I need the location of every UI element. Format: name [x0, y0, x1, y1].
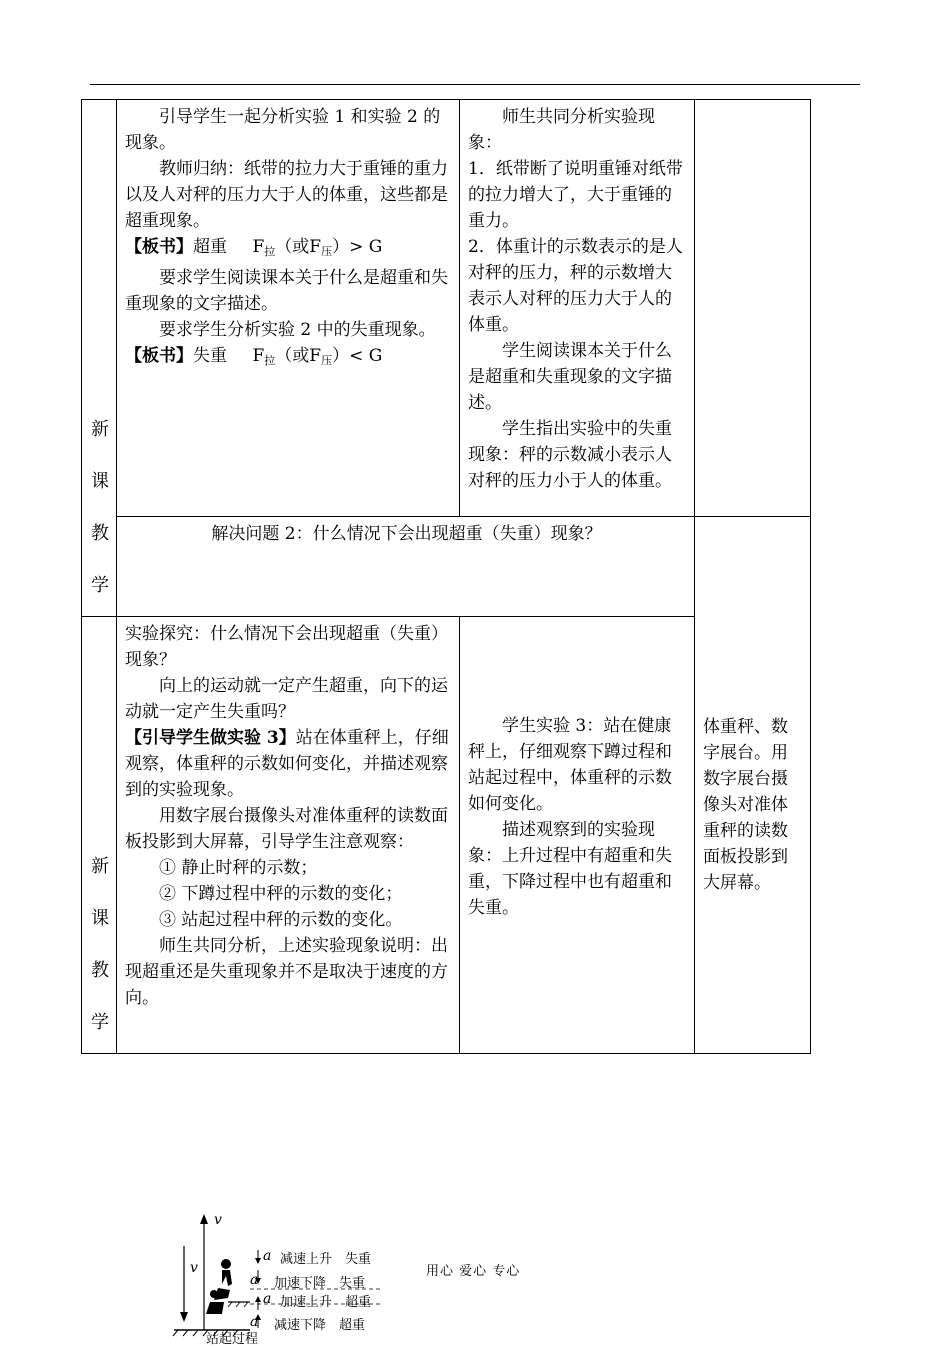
board-note-overweight: 【板书】超重 $F_拉$（或$F_压)> G$ — [125, 237, 383, 258]
section-label-cell — [82, 100, 117, 617]
teacher-activity-cell — [117, 100, 460, 517]
teacher-text: 【引导学生做实验 3】站在体重秤上，仔细观察，体重秤的示数如何变化，并描述观察到的实验现象。 — [125, 728, 449, 800]
board-note-weightless: 【板书】失重 $F_拉$（或$F_压)< G$ — [125, 346, 383, 367]
motion-case: 加速上升 超重 — [280, 1295, 372, 1310]
student-text: 学生阅读课本关于什么是超重和失重现象的文字描述。 — [468, 341, 672, 413]
teacher-activity-cell — [117, 617, 460, 1054]
student-text: 2．体重计的示数表示的是人对秤的压力，秤的示数增大表示人对秤的压力大于人的体重。 — [468, 237, 683, 335]
media-cell — [695, 517, 811, 1054]
section-label-char: 课 — [91, 908, 109, 929]
acceleration-label: a — [263, 1248, 272, 1264]
teacher-text: 向上的运动就一定产生超重，向下的运动就一定产生失重吗？ — [125, 676, 448, 722]
footer-motto: 用心 爱心 专心 — [426, 1264, 521, 1279]
teacher-text: 师生共同分析，上述实验现象说明：出现超重还是失重现象并不是取决于速度的方向。 — [125, 936, 448, 1008]
media-cell — [695, 100, 811, 517]
teacher-text: 引导学生一起分析实验 1 和实验 2 的现象。 — [125, 107, 441, 153]
student-activity-cell — [460, 100, 695, 517]
student-text: 1．纸带断了说明重锤对纸带的拉力增大了，大于重锤的重力。 — [468, 159, 683, 231]
student-activity-cell — [460, 617, 695, 1054]
teacher-text: 要求学生阅读课本关于什么是超重和失重现象的文字描述。 — [125, 268, 448, 314]
section-label-cell — [82, 617, 117, 1054]
squat-stand-figure — [170, 1210, 410, 1347]
teacher-text: 要求学生分析实验 2 中的失重现象。 — [159, 320, 436, 340]
velocity-label: v — [190, 1260, 198, 1276]
section-label-char: 教 — [91, 960, 109, 981]
student-text: 学生实验 3：站在健康秤上，仔细观察下蹲过程和站起过程中，体重秤的示数如何变化。 — [468, 716, 672, 814]
lesson-table — [81, 99, 811, 1054]
problem-heading: 解决问题 2：什么情况下会出现超重（失重）现象？ — [117, 517, 695, 617]
velocity-label: v — [214, 1212, 222, 1228]
observe-item: ③ 站起过程中秤的示数的变化。 — [159, 910, 403, 930]
teacher-text: 实验探究：什么情况下会出现超重（失重）现象？ — [125, 624, 448, 670]
table-row — [82, 517, 811, 617]
motion-case: 减速下降 超重 — [274, 1318, 366, 1333]
section-label-char: 学 — [91, 575, 109, 596]
header-rule — [90, 84, 860, 85]
section-label-char: 课 — [91, 471, 109, 492]
observe-item: ① 静止时秤的示数； — [159, 858, 318, 878]
table-row — [82, 100, 811, 517]
section-label-char: 新 — [91, 419, 109, 440]
teacher-text: 教师归纳：纸带的拉力大于重锤的重力以及人对秤的压力大于人的体重，这些都是超重现象。 — [125, 159, 448, 231]
section-label-char: 新 — [91, 856, 109, 877]
acceleration-label: a — [263, 1291, 272, 1307]
acceleration-label: a — [250, 1314, 259, 1330]
motion-case: 减速上升 失重 — [280, 1252, 372, 1267]
teacher-text: 用数字展台摄像头对准体重秤的读数面板投影到大屏幕，引导学生注意观察： — [125, 806, 448, 852]
media-text: 体重秤、数字展台。用数字展台摄像头对准体重秤的读数面板投影到大屏幕。 — [703, 717, 788, 893]
figure-caption: 站起过程 — [206, 1332, 259, 1347]
student-text: 描述观察到的实验现象：上升过程中有超重和失重，下降过程中也有超重和失重。 — [468, 820, 672, 918]
section-label-char: 教 — [91, 523, 109, 544]
student-text: 师生共同分析实验现象： — [468, 107, 655, 153]
observe-item: ② 下蹲过程中秤的示数的变化； — [159, 884, 403, 904]
acceleration-label: a — [250, 1272, 259, 1288]
student-text: 学生指出实验中的失重现象：秤的示数减小表示人对秤的压力小于人的体重。 — [468, 419, 672, 491]
section-label-char: 学 — [91, 1012, 109, 1033]
motion-case: 加速下降 失重 — [274, 1276, 366, 1291]
